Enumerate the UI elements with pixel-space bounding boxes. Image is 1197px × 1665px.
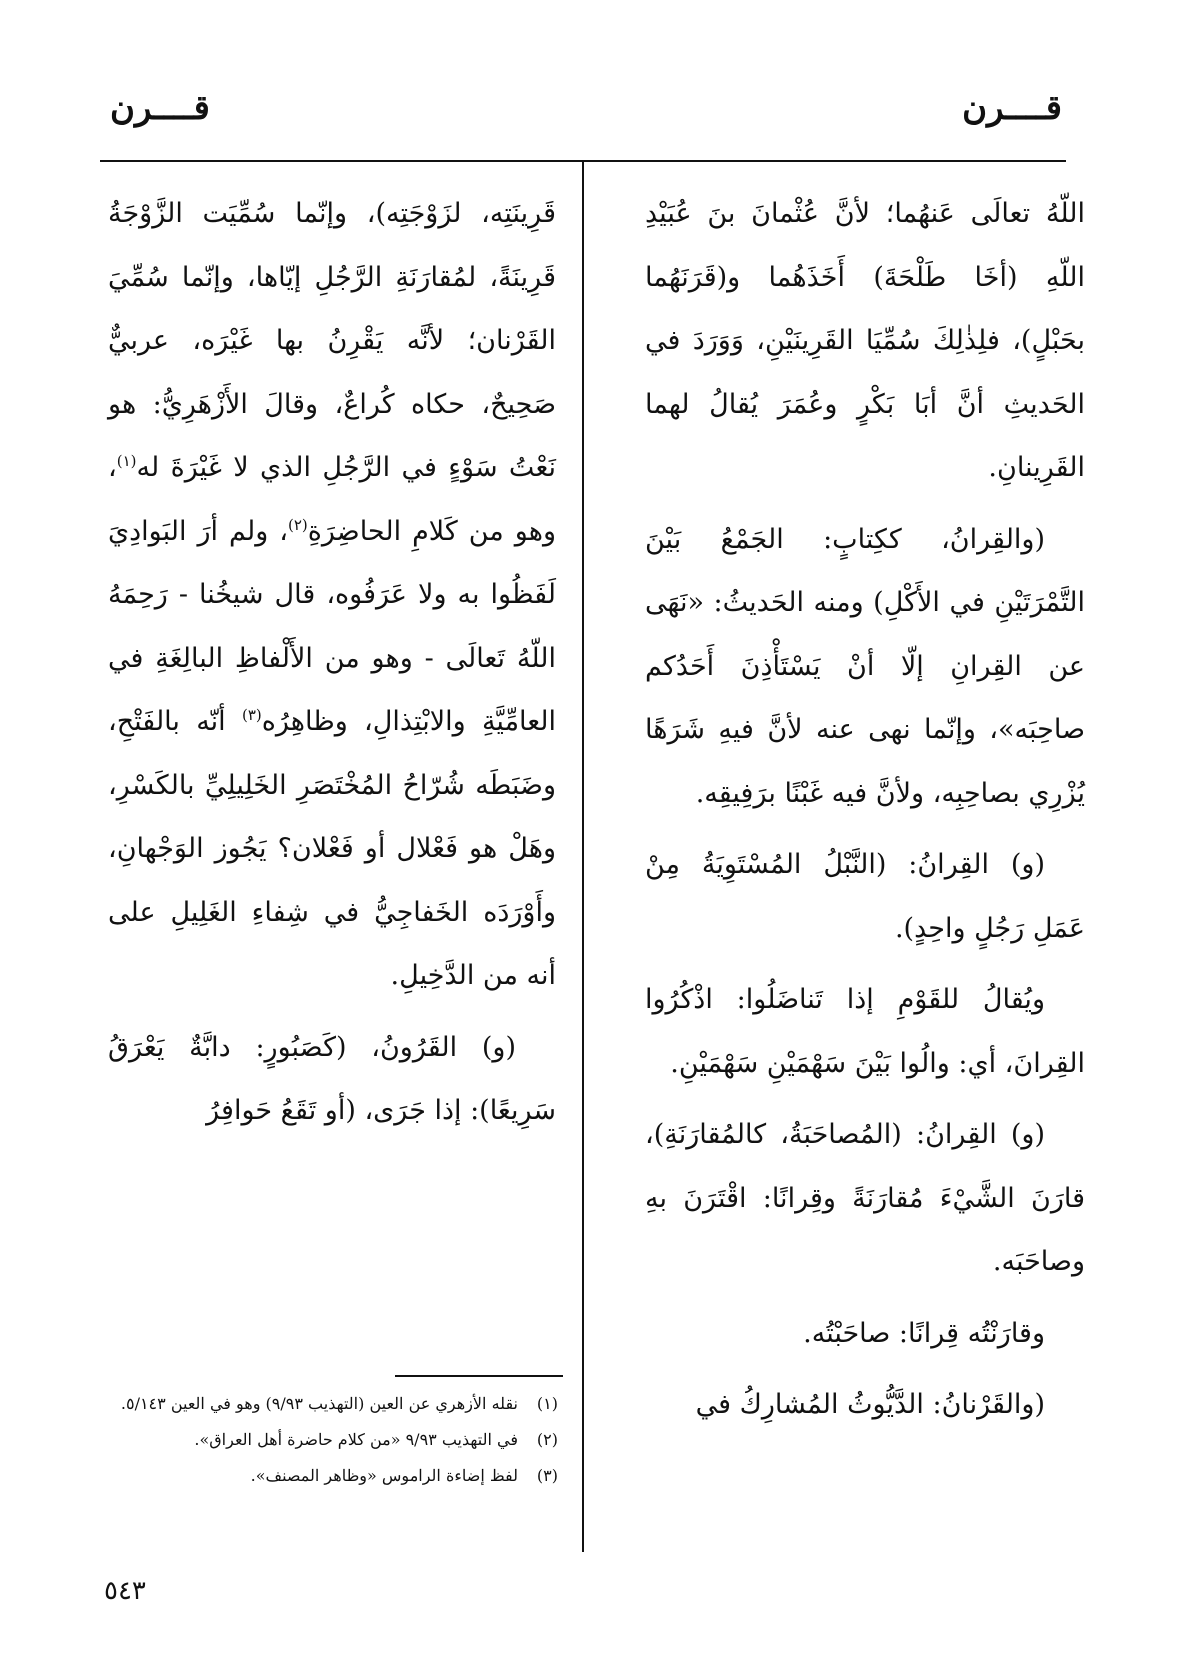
paragraph: ويُقالُ للقَوْمِ إذا تَناضَلُوا: اذْكُرُوا القِرانَ، أي: والُوا بَيْنَ سَهْمَيْنِ سَهْمَيْنِ.	[645, 984, 1085, 1079]
footnote-text: في التهذيب ٩/٩٣ «من كلام حاضرة أهل العراق».	[194, 1430, 518, 1449]
paragraph: (و) القَرُونُ، (كَصَبُورٍ: دابَّةٌ يَعْرَقُ سَرِيعًا): إذا جَرَى، (أو تَقَعُ حَوافِرُ	[108, 1031, 556, 1126]
running-headword-left: قــــرن	[110, 88, 210, 128]
paragraph: اللّهُ تعالَى عَنهُما؛ لأنَّ عُثْمانَ بنَ عُبَيْدِ اللّهِ (أخَا طَلْحَةَ) أَخَذَهُما و(قَرَنَهُما بحَبْلٍ)، فلِذٰلِكَ سُمِّيَا القَرِينَيْنِ، وَوَرَدَ في الحَديثِ أنَّ أبَا بَكْرٍ وعُمَرَ يُقالُ لهما القَرِينانِ.	[645, 198, 1085, 483]
paragraph: (و) القِرانُ: (النَّبْلُ المُسْتَوِيَةُ مِنْ عَمَلِ رَجُلٍ واحِدٍ).	[645, 849, 1085, 944]
footnote-item	[108, 1460, 558, 1492]
paragraph: (والقَرْنانُ: الدَّيُّوثُ المُشارِكُ في	[695, 1389, 1045, 1420]
footnote-ref[interactable]: (٣)	[241, 706, 262, 724]
footnote-ref[interactable]: (٢)	[287, 515, 308, 534]
footnote-text: لفظ إضاءة الراموس «وظاهر المصنف».	[250, 1466, 518, 1485]
footnote-text: نقله الأزهري عن العين (التهذيب ٩/٩٣) وهو في العين ٥/١٤٣.	[120, 1394, 518, 1413]
paragraph: وقارَنْتُه قِرانًا: صاحَبْتُه.	[803, 1317, 1045, 1349]
text-run: قَرِينَتِه، لزَوْجَتِه)، وإنّما سُمِّيَت الزَّوْجَةُ قَرِينَةً، لمُقارَنَةِ الرَّجُلِ إيّاها، وإنّما سُمِّيَ القَرْنان؛ لأنَّه يَقْرِنُ بها غَيْرَه، عربيٌّ صَحِيحٌ، حكاه كُراعٌ، وقالَ الأَزْهَرِيُّ: هو نَعْتُ سَوْءٍ في الرَّجُلِ الذي لا غَيْرَةَ له	[108, 198, 556, 483]
footnote-ref[interactable]: (١)	[116, 452, 137, 470]
footnote-number: (١)	[536, 1394, 558, 1413]
right-column	[645, 182, 1085, 1437]
text-run: ، ولم أرَ البَوادِيَ لَفَظُوا به ولا عَرَفُوه، قال شيخُنا - رَحِمَهُ اللّهُ تَعالَى - وهو من الأَلْفاظِ البالِغَةِ في العامِّيَّةِ والابْتِذالِ، وظاهِرُه	[108, 515, 557, 737]
footnotes	[108, 1388, 558, 1496]
paragraph: (و) القِرانُ: (المُصاحَبَةُ، كالمُقارَنَةِ)، قارَنَ الشَّيْءَ مُقارَنَةً وقِرانًا: اقْتَرَنَ بهِ وصاحَبَه.	[645, 1119, 1085, 1277]
text-run: ، وهو من كَلامِ الحاضِرَةِ	[108, 452, 556, 547]
left-column	[108, 182, 556, 1143]
footnote-rule	[395, 1375, 563, 1377]
page-number: ٥٤٣	[104, 1576, 146, 1606]
column-divider	[582, 162, 584, 1552]
footnote-number: (٢)	[536, 1430, 558, 1449]
paragraph	[108, 182, 556, 1008]
footnote-item	[108, 1424, 558, 1456]
running-headword-right: قــــرن	[962, 88, 1062, 128]
footnote-item	[108, 1388, 558, 1420]
paragraph: (والقِرانُ، ككِتابٍ: الجَمْعُ بَيْنَ التَّمْرَتَيْنِ في الأَكْلِ) ومنه الحَديثُ: «نَهَى عن القِرانِ إلّا أنْ يَسْتَأْذِنَ أَحَدُكم صاحِبَه»، وإنّما نهى عنه لأنَّ فيهِ شَرَهًا يُزْرِي بصاحِبِه، ولأنَّ فيه غَبْنًا برَفِيقِه.	[645, 523, 1085, 809]
page-header	[100, 88, 1062, 134]
text-run: أنّه بالفَتْحِ، وضَبَطَه شُرّاحُ المُخْتَصَرِ الخَلِيلِيِّ بالكَسْرِ، وهَلْ هو فَعْلال أو فَعْلان؟ يَجُوز الوَجْهانِ، وأَوْرَدَه الخَفاجِيُّ في شِفاءِ الغَلِيلِ على أنه من الدَّخِيلِ.	[108, 706, 556, 991]
footnote-number: (٣)	[536, 1466, 558, 1485]
